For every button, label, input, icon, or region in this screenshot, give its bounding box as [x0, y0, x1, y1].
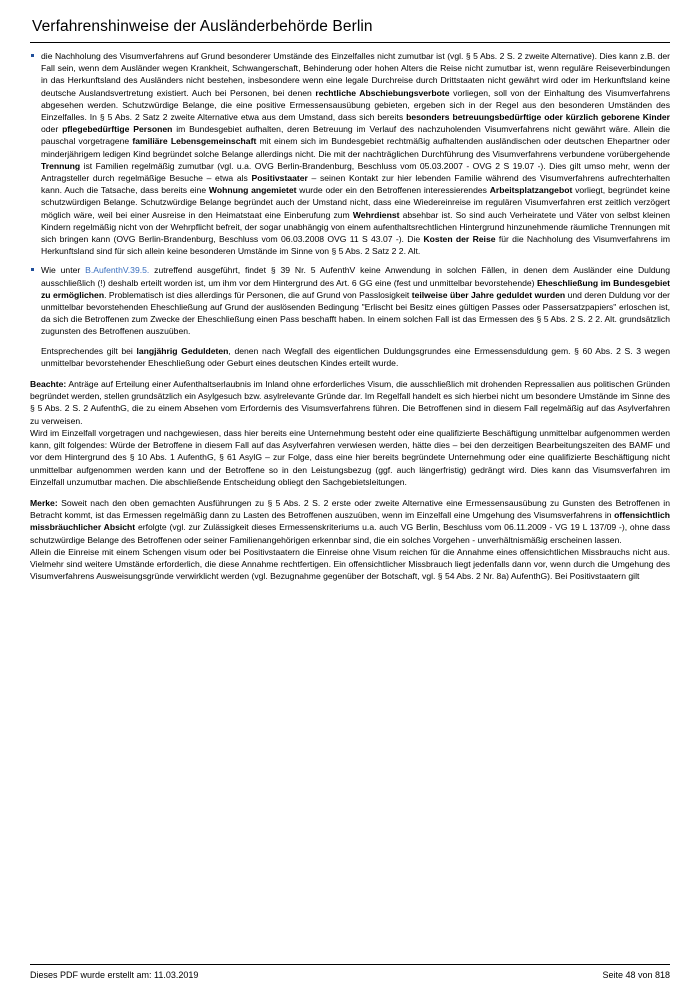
merke-paragraph-1 [30, 497, 670, 546]
emphasis-run: Wehrdienst [352, 209, 400, 220]
emphasis-run: Wohnung angemietet [208, 185, 297, 196]
bullet-item-2 [30, 264, 670, 337]
emphasis-run: Positivstaater [251, 173, 308, 184]
text-run: absehbar ist. So sind auch Verheiratete und Väter von selbst kleinen Kindern regelmäßig nicht von der Wehrpflicht befreit, der sogar unabhängig von einem aufenthaltsrechtlichen Hintergrund hinzunehmende räumliche Trennungen mit sich bringen kann (OVG Berlin-Brandenburg, Beschluss vom 06.03.2008 OVG 11 S 43.07 -). Die [41, 209, 670, 245]
emphasis-run: Eheschließung im Bundesgebiet zu ermöglichen [41, 277, 670, 300]
square-bullet-icon [31, 268, 34, 271]
text-run: Soweit nach den oben gemachten Ausführungen zu § 5 Abs. 2 S. 2 erste oder zweite Alternative eine Ermessensausübung zu Gunsten des Betroffenen in Betracht kommt, ist das Ermessen regelmäßig dann zu Lasten des Betroffenen auszuüben, wenn im Einzelfall eine Umgehung des Visumsverfahrens in [30, 497, 670, 521]
emphasis-run: Kosten der Reise [423, 234, 496, 245]
page-footer [30, 964, 670, 980]
text-run: vorliegen, soll von der Einhaltung des Visumverfahrens abgesehen werden. Schutzwürdige Belange, die eine positive Ermessensausübung gebieten, ergeben sich in der Regel aus den besonderen Umständen des Einzelfalles. In § 5 Abs. 2 Satz 2 zweite Alternative etwa aus dem Umstand, dass sich bereits [41, 87, 670, 123]
text-run: . Problematisch ist dies allerdings für Personen, die auf Grund von Passlosigkeit [104, 289, 412, 300]
cross-reference-link[interactable]: B.AufenthV.39.5. [85, 265, 150, 276]
merke-section [30, 497, 670, 582]
merke-label: Merke: [30, 497, 58, 508]
text-run: oder [41, 124, 63, 135]
beachte-paragraph-1 [30, 378, 670, 427]
emphasis-run: pflegebedürftige Personen [62, 124, 173, 135]
beachte-label: Beachte: [30, 379, 67, 390]
emphasis-run: teilweise über Jahre geduldet wurden [411, 289, 566, 300]
bullet-item-1 [30, 50, 670, 257]
footer-created-date: Dieses PDF wurde erstellt am: 11.03.2019 [30, 970, 199, 980]
merke-paragraph-2: Allein die Einreise mit einem Schengen visum oder bei Positivstaatern die Einreise ohne Visum reichen für die Annahme eines offensichtlichen Missbrauchs nicht aus. Vielmehr sind weitere Umstände erforderlich, die diese Annahme rechtfertigen. Ein offensichtlicher Missbrauch liegt jedenfalls dann vor, wenn durch die Umgehung des Visumverfahrens Ausweisungsgründe verwirklicht werden (vgl. Bezugnahme gegenüber der Botschaft, vgl. § 54 Abs. 2 Nr. 8a) AufenthG). Bei Positivstaatern gilt [30, 546, 670, 582]
emphasis-run: langjährig Geduldeten [136, 345, 229, 356]
bullet-1-text [41, 50, 670, 257]
text-run: die Nachholung des Visumverfahrens auf Grund besonderer Umstände des Einzelfalles nicht zumutbar ist (vgl. § 5 Abs. 2 S. 2 zweite Alternative). Dies kann z.B. der Fall sein, wenn dem Ausländer wegen Krankheit, Schwangerschaft, Behinderung oder hohen Alters die Reise nicht zumutbar ist, wenn reguläre Reiseverbindungen in das Herkunftsland des Ausländers nicht bestehen, insbesondere wenn eine legale Durchreise durch Drittstaaten nicht gewährt wird oder im Herkunftsland keine deutsche Auslandsvertretung existiert. Auch bei Personen, bei denen [41, 51, 670, 98]
text-run: wurde oder ein den Betroffenen interessierendes [296, 185, 490, 196]
text-run: im Bundesgebiet aufhalten, deren Betreuung im Verlauf des nachzuholenden Visumverfahrens nicht gewährt wäre. Allein die pauschal vorgetragene [41, 124, 671, 147]
paragraph-entsprechendes [30, 345, 670, 369]
text-run: ist Familien regelmäßig zumutbar (vgl. u.a. OVG Berlin-Brandenburg, Beschluss vom 05.03.2007 - OVG 2 S 19.07 -). Dies gilt umso mehr, wenn der Antragsteller durch regelmäßige Besuche – etwa als [41, 160, 670, 184]
text-run: für die Nachholung des Visumverfahrens im Herkunftsland sind für sich allein keine besonderen Umstände im Sinne von § 5 Abs. 2 Satz 2 2. Alt. [41, 234, 670, 257]
bullet-2-text [41, 264, 670, 337]
text-run: mit einem sich im Bundesgebiet rechtmäßig aufhaltenden ausländischen oder deutschen Ehepartner oder minderjährigem ledigen Kind begründet solche Belange allerdings nicht. Die mit der nachträglichen Durchführung des Visumverfahrens verbundene vorübergehende [41, 136, 670, 159]
emphasis-run: Trennung [41, 160, 81, 171]
text-run: zutreffend ausgeführt, findet § 39 Nr. 5 AufenthV keine Anwendung in solchen Fällen, in denen dem Ausländer eine Duldung ausschließlich (!) deshalb erteilt worden ist, um ihm vor dem Hintergrund des Art. 6 GG eine (fest und unmittelbar bevorstehende) [41, 265, 670, 288]
emphasis-run: rechtliche Abschiebungsverbote [315, 87, 450, 98]
text-run: erfolgte (vgl. zur Zulässigkeit dieses Ermessenskriteriums u.a. auch VG Berlin, Beschluss vom 06.11.2009 - VG 19 L 137/09 -), ohne dass schutzwürdige Belange des Betroffenen oder seiner Familienangehörigen erkennbar sind, die ein solches Vorgehen - unverhältnismäßig erscheinen lassen. [30, 522, 671, 545]
text-run: Wie unter [41, 265, 86, 276]
emphasis-run: Arbeitsplatzangebot [489, 185, 573, 196]
text-run: – seinen Kontakt zur hier lebenden Familie während des Visumverfahrens aufrechterhalten kann. Auch die Tatsache, dass bereits eine [41, 173, 670, 196]
text-run: vorliegt, begründet keine schutzwürdigen Belange. Schutzwürdige Belange begründet auch der Umstand nicht, dass eine Wiedereinreise im regulären Visumverfahren erst zeitlich verzögert möglich wäre, weil bei einer Ausreise in den Heimatstaat eine Einberufung zum [41, 185, 670, 220]
page-title: Verfahrenshinweise der Ausländerbehörde Berlin [32, 18, 373, 35]
text-run: Anträge auf Erteilung einer Aufenthaltserlaubnis im Inland ohne erforderliches Visum, die ausschließlich mit drohenden Repressalien aus politischen Gründen begründet werden, stellen grundsätzlich ein Asylgesuch bzw. asylrelevante Gründe dar. Im Regelfall handelt es sich hierbei nicht um besondere Umstände im Sinne des § 5 Abs. 2 S. 2 AufenthG, die zu einem Absehen vom Erfordernis des Visumsverfahrens führen. Die Betroffenen sind in diesem Fall regelmäßig auf das Asylverfahren zu verweisen. [30, 379, 670, 426]
footer-divider [30, 964, 670, 965]
title-divider [30, 42, 670, 43]
square-bullet-icon [31, 54, 34, 57]
beachte-section [30, 378, 670, 488]
emphasis-run: familiäre Lebensgemeinschaft [132, 136, 257, 147]
text-run: und deren Duldung vor der unmittelbar bevorstehenden Eheschließung auf Grund der auslösenden Bedingung "Erlischt bei Besitz eines gültigen Passes oder Passersatzpapiers" erloschen ist, da sich die Betroffenen zum Zwecke der Eheschließung einen Pass beschafft haben. In einem solchen Fall ist das Ermessen des § 5 Abs. 2 S. 2 2. Alt. grundsätzlich zugunsten des Betroffenen auszuüben. [41, 289, 670, 337]
emphasis-run: offensichtlich missbräuchlicher Absicht [30, 510, 670, 533]
footer-page-number: Seite 48 von 818 [602, 970, 670, 980]
beachte-paragraph-2: Wird im Einzelfall vorgetragen und nachgewiesen, dass hier bereits eine Unternehmung besteht oder eine qualifizierte Beschäftigung unmittelbar aufgenommen werden kann, gilt folgendes: Würde der Betroffene in diesem Fall auf das Asylverfahren verwiesen werden, hätte dies – bei den derzeitigen Bearbeitungszeiten des BAMF und vor dem Hintergrund des § 10 Abs. 1 AufenthG, § 61 AsylG – zur Folge, dass eine hier bereits begründete Unternehmung oder eine qualifizierte Beschäftigung nicht unmittelbar aufgenommen werden kann und der Betroffene so in den Leistungsbezug (ggf. auch längerfristig) gedrängt wird. Dies kann das Visumsverfahren im Einzelfall unzumutbar machen. Die abschließende Entscheidung obliegt den Sachgebietsleitungen. [30, 427, 670, 487]
document-body [30, 50, 670, 582]
text-run: Entsprechendes gilt bei [41, 345, 137, 356]
emphasis-run: besonders betreuungsbedürftige oder kürzlich geborene Kinder [406, 112, 670, 123]
text-run: , denen nach Wegfall des eigentlichen Duldungsgrundes eine Ermessensduldung gem. § 60 Abs. 2 S. 3 wegen unmittelbar bevorstehender Eheschließung oder Geburt eines deutschen Kindes erteilt wurde. [41, 345, 670, 368]
